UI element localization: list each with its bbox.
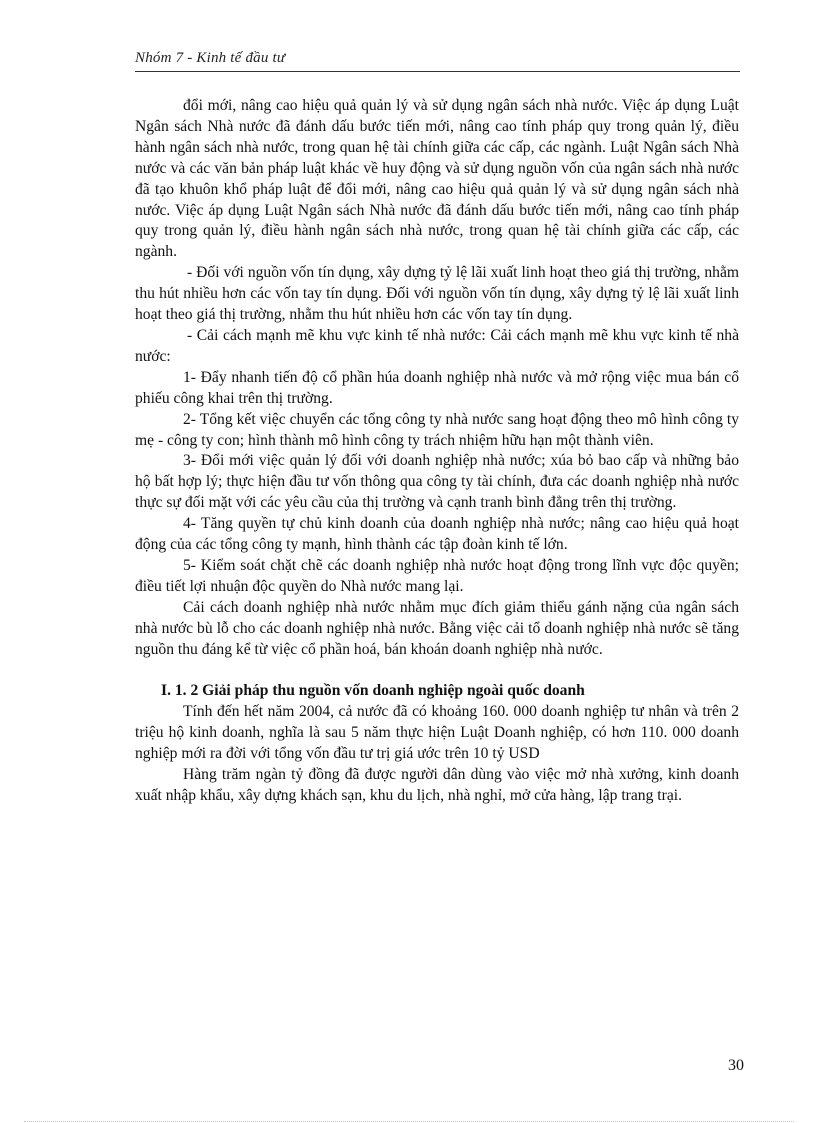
page-number: 30 (728, 1057, 744, 1074)
page-bottom-border (24, 1121, 794, 1122)
list-item-4: 4- Tăng quyền tự chủ kinh doanh của doanh nghiệp nhà nước; nâng cao hiệu quả hoạt động của các tổng công ty mạnh, hình thành các tập đoàn kinh tế lớn. (135, 515, 739, 554)
section-heading: I. 1. 2 Giải pháp thu nguồn vốn doanh nghiệp ngoài quốc doanh (161, 682, 585, 700)
list-item-1: 1- Đẩy nhanh tiến độ cổ phần húa doanh nghiệp nhà nước và mở rộng việc mua bán cổ phiếu công khai trên thị trường. (135, 368, 739, 407)
list-item-3: 3- Đổi mới việc quản lý đối với doanh nghiệp nhà nước; xúa bỏ bao cấp và những bảo hộ bất hợp lý; thực hiện đầu tư vốn thông qua công ty tài chính, đưa các doanh nghiệp nhà nước thực sự đối mặt với các yêu cầu của thị trường và cạnh tranh bình đẳng trên thị trường. (135, 452, 739, 512)
list-item-5: 5- Kiểm soát chặt chẽ các doanh nghiệp nhà nước hoạt động trong lĩnh vực độc quyền; điều tiết lợi nhuận độc quyền do Nhà nước mang lại. (135, 556, 739, 595)
paragraph-household-investment: Hàng trăm ngàn tỷ đồng đã được người dân dùng vào việc mở nhà xưởng, kinh doanh xuất nhập khẩu, xây dựng khách sạn, khu du lịch, nhà nghỉ, mở cửa hàng, lập trang trại. (135, 766, 739, 804)
header-rule (135, 71, 740, 72)
list-item-2: 2- Tổng kết việc chuyển các tổng công ty nhà nước sang hoạt động theo mô hình công ty mẹ - công ty con; hình thành mô hình công ty trách nhiệm hữu hạn một thành viên. (135, 410, 739, 449)
section-spacer (135, 660, 739, 681)
running-header: Nhóm 7 - Kinh tế đầu tư (135, 50, 286, 66)
document-body (135, 96, 739, 807)
paragraph-credit-capital: - Đối với nguồn vốn tín dụng, xây dựng tỷ lệ lãi xuất linh hoạt theo giá thị trường, nhằm thu hút nhiều hơn các vốn tay tín dụng. Đối với nguồn vốn tín dụng, xây dựng tỷ lệ lãi xuất linh hoạt theo giá thị trường, nhằm thu hút nhiều hơn các vốn tay tín dụng. (135, 264, 739, 324)
paragraph-budget-law: đổi mới, nâng cao hiệu quả quản lý và sử dụng ngân sách nhà nước. Việc áp dụng Luật Ngân sách Nhà nước đã đánh dấu bước tiến mới, nâng cao tính pháp quy trong quản lý, điều hành ngân sách nhà nước, trong quan hệ tài chính giữa các cấp, các ngành. Luật Ngân sách Nhà nước và các văn bản pháp luật khác về huy động và sử dụng nguồn vốn của ngân sách nhà nước đã tạo khuôn khổ pháp luật để đổi mới, nâng cao hiệu quả quản lý và sử dụng ngân sách nhà nước. Việc áp dụng Luật Ngân sách Nhà nước đã đánh dấu bước tiến mới, nâng cao tính pháp quy trong quản lý, điều hành ngân sách nhà nước, trong quan hệ tài chính giữa các cấp, các ngành. (135, 97, 739, 261)
paragraph-enterprise-reform: Cải cách doanh nghiệp nhà nước nhằm mục đích giảm thiểu gánh nặng của ngân sách nhà nước bù lỗ cho các doanh nghiệp nhà nước. Bằng việc cải tổ doanh nghiệp nhà nước sẽ tăng nguồn thu đáng kể từ việc cổ phần hoá, bán khoán doanh nghiệp nhà nước. (135, 598, 739, 658)
paragraph-private-enterprises: Tính đến hết năm 2004, cả nước đã có khoảng 160. 000 doanh nghiệp tư nhân và trên 2 triệu hộ kinh doanh, nghĩa là sau 5 năm thực hiện Luật Doanh nghiệp, có hơn 110. 000 doanh nghiệp mới ra đời với tổng vốn đầu tư trị giá ước trên 10 tỷ USD (135, 703, 739, 763)
paragraph-state-sector-reform: - Cải cách mạnh mẽ khu vực kinh tế nhà nước: Cải cách mạnh mẽ khu vực kinh tế nhà nước: (135, 326, 739, 365)
